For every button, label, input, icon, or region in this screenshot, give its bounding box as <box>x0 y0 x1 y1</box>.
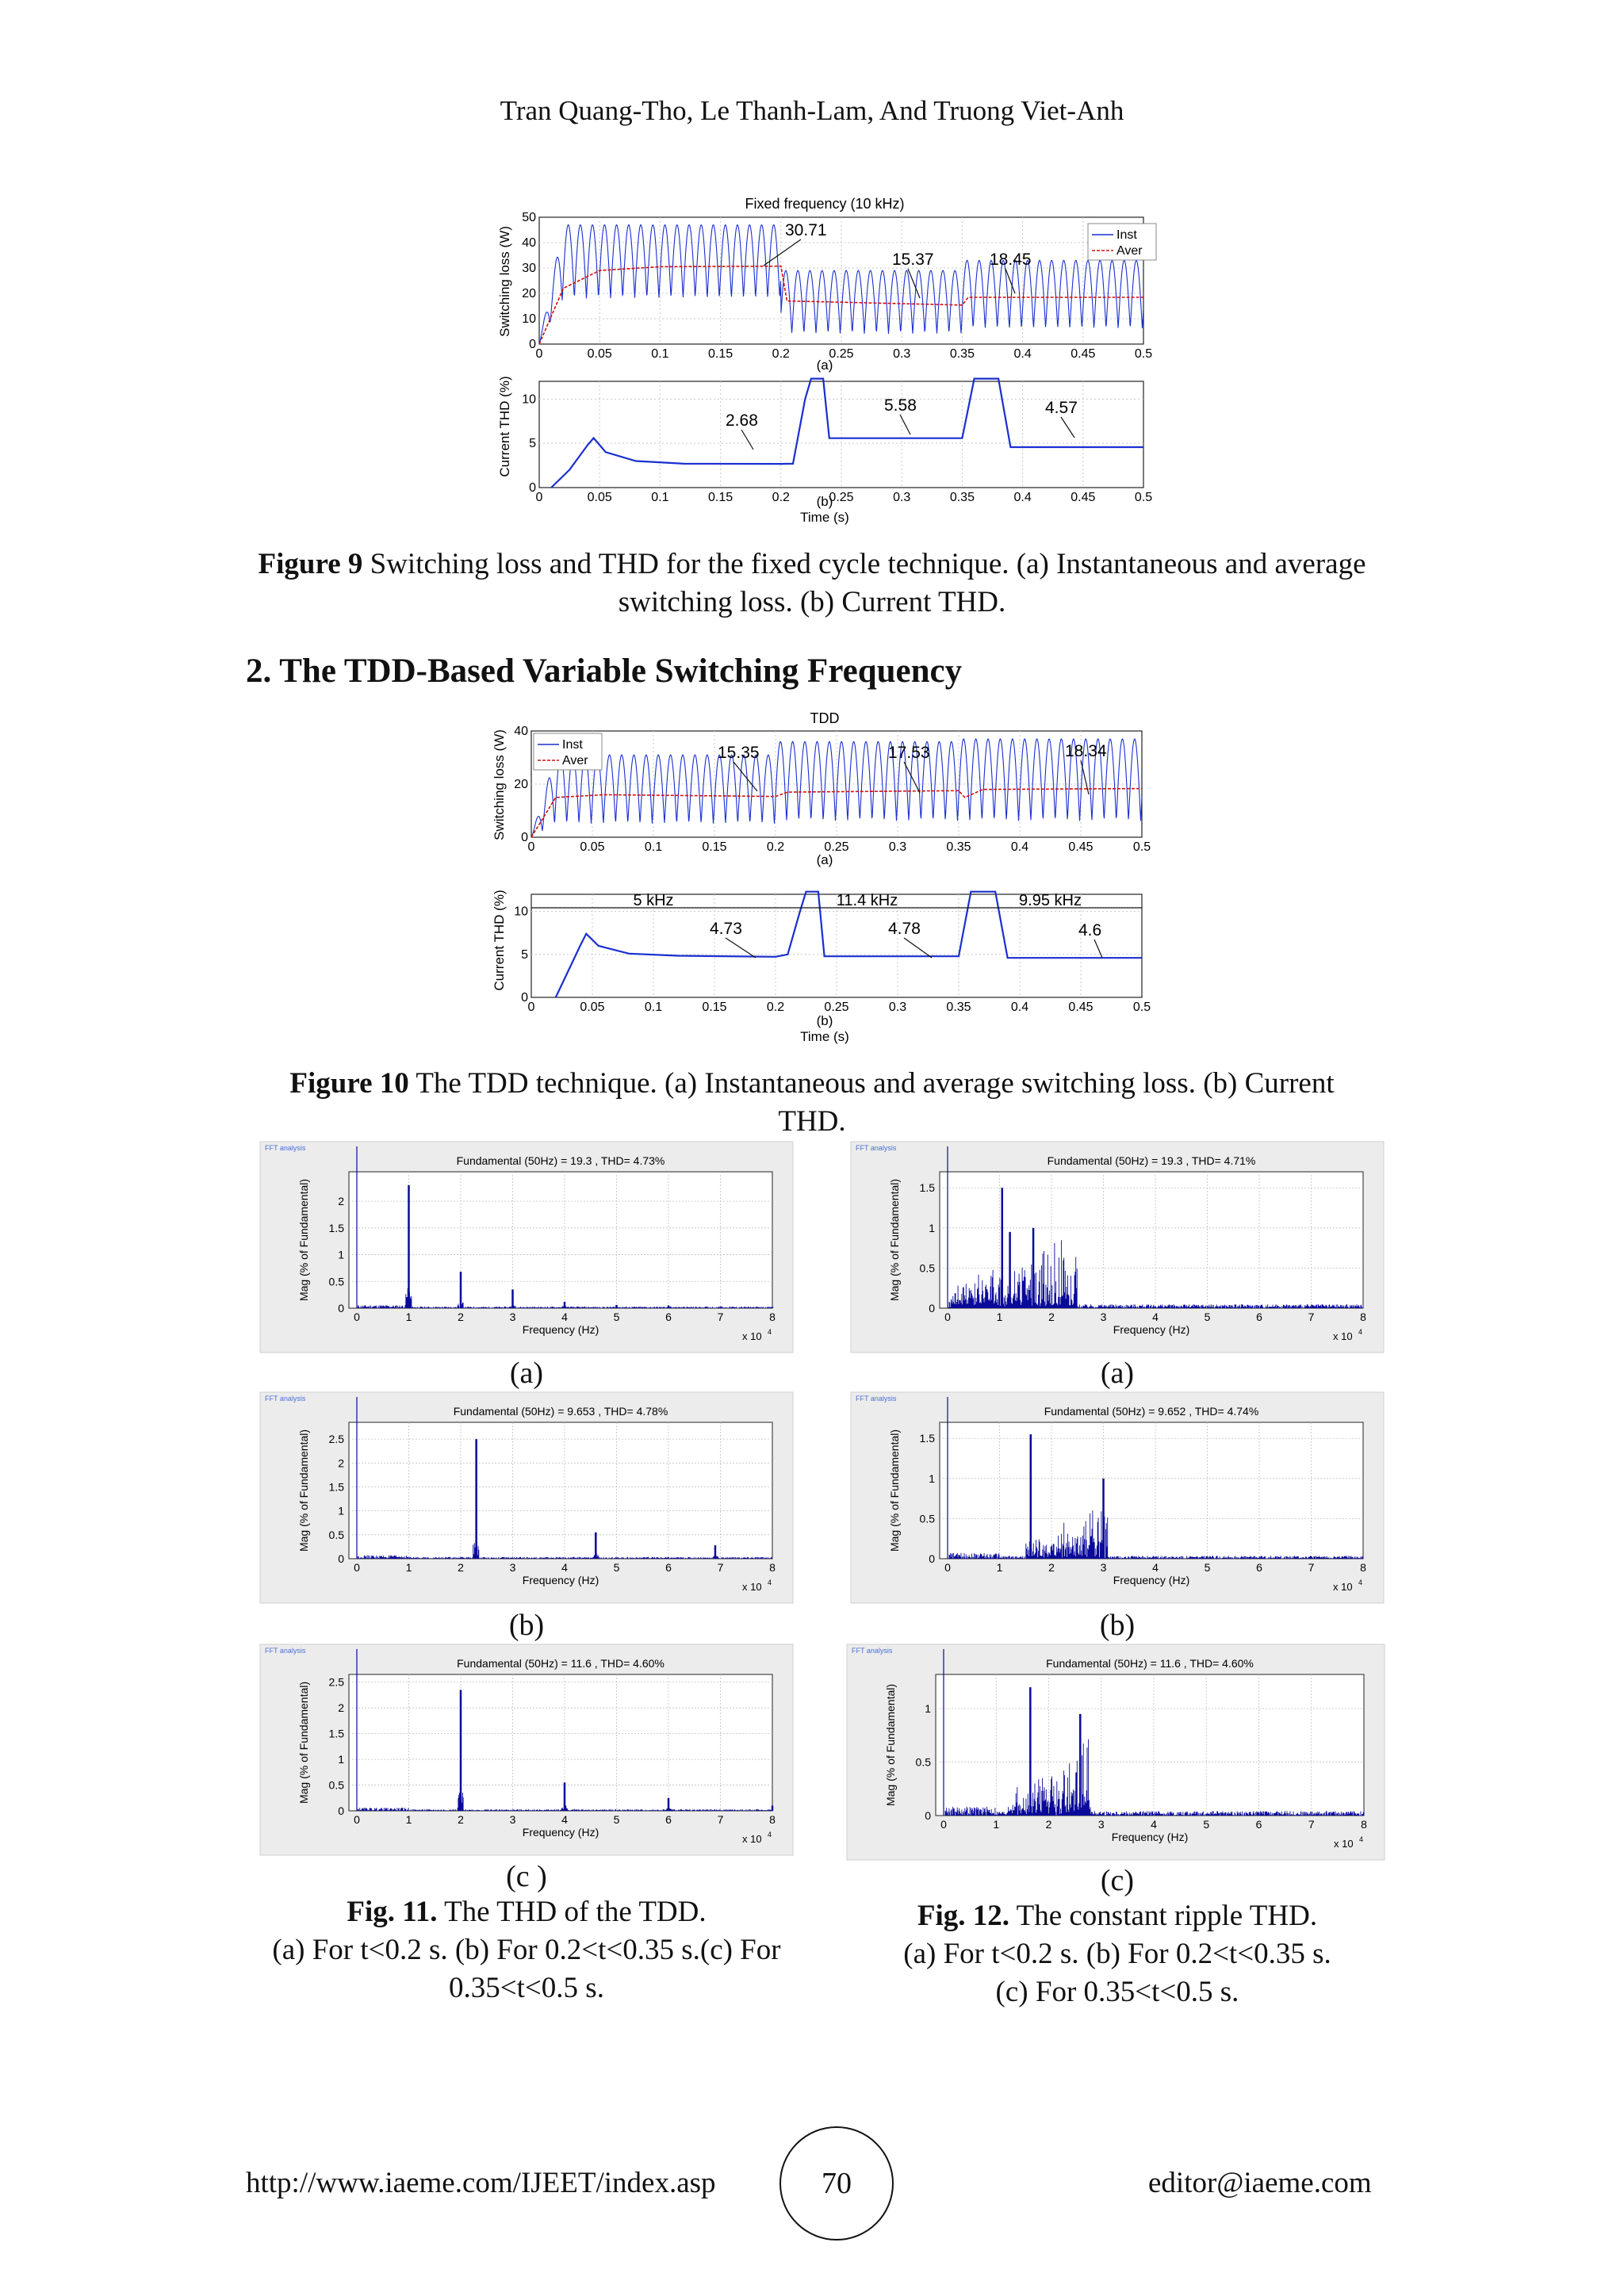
fft1-xexp: 4 <box>1358 1328 1363 1336</box>
fft4-xtick-label: 7 <box>717 1813 724 1826</box>
fig10b-xtick-label: 0.2 <box>766 1001 785 1014</box>
section-heading: 2. The TDD-Based Variable Switching Frequency <box>246 652 963 690</box>
fig10a-legend-inst: Inst <box>562 738 583 752</box>
fft2-xtick-label: 2 <box>458 1561 464 1574</box>
fig9b-ytick-label: 0 <box>529 481 536 495</box>
fig10-panel-b-label: (b) <box>816 1013 833 1028</box>
fig9a-ytick-label: 40 <box>522 236 536 250</box>
fig9a-ann-30-71: 30.71 <box>785 221 827 239</box>
fft5-tag: FFT analysis <box>852 1647 893 1655</box>
fft5-xtick-label: 6 <box>1255 1818 1262 1831</box>
fig11-c-label: (c ) <box>506 1860 547 1893</box>
fft2-ytick-label: 1 <box>338 1504 344 1517</box>
fft1-xmult: x 10 <box>1333 1330 1353 1342</box>
fig9b-xtick-label: 0.45 <box>1071 491 1096 504</box>
running-header: Tran Quang-Tho, Le Thanh-Lam, And Truong Viet-Anh <box>500 95 1124 126</box>
fig9b-xtick-label: 0.3 <box>893 491 911 504</box>
fft-panel-fig11-b <box>260 1392 793 1603</box>
figure-12-caption <box>851 1897 1384 2011</box>
fft5-xtick-label: 5 <box>1203 1818 1210 1831</box>
fft1-ytick-label: 0 <box>929 1302 935 1314</box>
fft4-ytick-label: 0 <box>338 1804 344 1817</box>
fig10a-xtick-label: 0.15 <box>702 840 727 854</box>
fig10b-xtick-label: 0.45 <box>1068 1001 1094 1014</box>
fig9b-xtick-label: 0.2 <box>772 491 790 504</box>
fft3-xexp: 4 <box>1358 1578 1363 1586</box>
fft1-xtick-label: 6 <box>1256 1311 1262 1323</box>
fft1-xtick-label: 2 <box>1048 1311 1055 1323</box>
fft3-ytick-label: 1 <box>929 1471 935 1485</box>
fft0-ytick-label: 0 <box>338 1302 344 1314</box>
fft4-ytick-label: 1.5 <box>328 1727 344 1740</box>
fft2-xtick-label: 0 <box>354 1561 360 1574</box>
fig10b-xtick-label: 0.5 <box>1132 1001 1151 1014</box>
fig10b-xtick-label: 0.35 <box>946 1001 971 1014</box>
fig9a-xtick-label: 0.3 <box>893 347 911 361</box>
fft0-xtick-label: 1 <box>405 1311 412 1323</box>
fig10b-xtick-label: 0.1 <box>644 1001 663 1014</box>
figure-9-chart <box>492 190 1153 531</box>
fft2-xtick-label: 4 <box>561 1561 568 1574</box>
fig9b-xtick-label: 0 <box>535 491 543 504</box>
fft3-xmult: x 10 <box>1333 1581 1353 1593</box>
fig10-caption-label: Figure 10 <box>289 1067 409 1100</box>
fig9b-ann-5-58: 5.58 <box>884 396 917 415</box>
fft2-xexp: 4 <box>768 1578 772 1586</box>
fft4-xmult: x 10 <box>742 1833 762 1845</box>
fft2-xlabel: Frequency (Hz) <box>522 1574 599 1586</box>
fig9a-xtick-label: 0.15 <box>708 347 733 361</box>
fig9a-ytick-label: 50 <box>522 211 536 224</box>
fft2-ylabel: Mag (% of Fundamental) <box>297 1429 310 1552</box>
fft2-xtick-label: 1 <box>405 1561 412 1574</box>
figure-10-chart <box>488 704 1151 1053</box>
fig9a-ytick-label: 20 <box>522 287 536 300</box>
fig9a-xtick-label: 0.4 <box>1013 347 1032 361</box>
fig9b-ann-2-68: 2.68 <box>726 411 758 430</box>
fft5-ytick-label: 0 <box>925 1809 931 1822</box>
fig9-panel-a <box>522 211 1156 361</box>
page-number: 70 <box>822 2167 852 2200</box>
fig10a-xtick-label: 0.45 <box>1068 840 1094 854</box>
fig9b-ytick-label: 5 <box>529 437 536 451</box>
fft5-xlabel: Frequency (Hz) <box>1111 1831 1189 1843</box>
fft5-xtick-label: 0 <box>940 1818 947 1831</box>
fig9b-xtick-label: 0.35 <box>949 491 975 504</box>
fig10a-xtick-label: 0.1 <box>644 840 663 854</box>
fft4-xtick-label: 8 <box>769 1813 776 1826</box>
fft2-xtick-label: 6 <box>665 1561 672 1574</box>
fig10a-xtick-label: 0.4 <box>1010 840 1029 854</box>
fig10a-xtick-label: 0.3 <box>888 840 907 854</box>
fft0-xtick-label: 8 <box>769 1311 776 1323</box>
fig10b-ytick-label: 5 <box>521 947 528 962</box>
fft1-ytick-label: 0.5 <box>919 1261 935 1275</box>
fft3-xtick-label: 8 <box>1360 1561 1366 1574</box>
fft4-plot-box <box>349 1674 772 1811</box>
fft0-xtick-label: 5 <box>613 1311 620 1323</box>
fig9a-ytick-label: 30 <box>522 262 536 275</box>
fig10a-ann-17-53: 17.53 <box>888 744 930 762</box>
fft1-xtick-label: 5 <box>1204 1311 1211 1323</box>
fig9a-ann-18-45: 18.45 <box>990 251 1032 269</box>
fig10a-legend-aver: Aver <box>562 754 588 767</box>
fig10b-ytick-label: 0 <box>521 991 528 1004</box>
fig9b-xtick-label: 0.4 <box>1013 491 1032 504</box>
fft-panel-fig11-c <box>260 1644 793 1855</box>
fig10a-ann-18-34: 18.34 <box>1065 742 1107 760</box>
fft1-xtick-label: 7 <box>1308 1311 1315 1323</box>
fft5-xtick-label: 2 <box>1045 1818 1052 1831</box>
fft4-xtick-label: 4 <box>561 1813 568 1826</box>
fft3-xtick-label: 2 <box>1048 1561 1055 1574</box>
fft4-xtick-label: 6 <box>665 1813 672 1826</box>
figure-9-caption <box>230 545 1394 622</box>
figure-11-caption <box>260 1893 793 2007</box>
fft3-xtick-label: 6 <box>1256 1561 1262 1574</box>
fig9-b-ylabel: Current THD (%) <box>497 376 512 477</box>
fft3-xlabel: Frequency (Hz) <box>1113 1574 1190 1586</box>
fig12-caption-label: Fig. 12. <box>917 1900 1010 1932</box>
fig9a-xtick-label: 0.45 <box>1071 347 1096 361</box>
fig9-panel-b <box>522 379 1152 504</box>
fig9b-xtick-label: 0.15 <box>708 491 733 504</box>
fft4-title: Fundamental (50Hz) = 11.6 , THD= 4.60% <box>457 1657 665 1670</box>
fft0-xlabel: Frequency (Hz) <box>522 1323 599 1336</box>
fig9a-legend-aver: Aver <box>1116 244 1143 258</box>
fft5-xtick-label: 1 <box>993 1818 1000 1831</box>
footer-email[interactable]: editor@iaeme.com <box>1148 2167 1372 2199</box>
fft3-xtick-label: 0 <box>944 1561 951 1574</box>
fft-panel-fig12-c <box>847 1644 1385 1860</box>
fig10-panel-b <box>514 892 1151 1014</box>
fft1-tag: FFT analysis <box>856 1144 897 1152</box>
fig9a-xtick-label: 0.5 <box>1134 347 1153 361</box>
fft3-ytick-label: 0 <box>929 1552 935 1565</box>
fig10a-ytick-label: 0 <box>521 831 528 844</box>
fig9a-xtick-label: 0 <box>535 347 543 361</box>
fft-panel-fig12-a <box>851 1142 1384 1353</box>
fft0-xtick-label: 6 <box>665 1311 672 1323</box>
fig12-b-label: (b) <box>1099 1609 1136 1642</box>
fft1-ytick-label: 1.5 <box>919 1181 935 1195</box>
fft1-xtick-label: 1 <box>996 1311 1003 1323</box>
fft4-ytick-label: 2 <box>338 1701 344 1715</box>
fft1-plot-box <box>940 1172 1363 1308</box>
fig12-caption-line3: (c) For 0.35<t<0.5 s. <box>995 1976 1239 2008</box>
fig10-b-ylabel: Current THD (%) <box>492 890 507 991</box>
fig12-caption-line2: (a) For t<0.2 s. (b) For 0.2<t<0.35 s. <box>903 1938 1331 1970</box>
fft1-xtick-label: 8 <box>1360 1311 1366 1323</box>
fft3-title: Fundamental (50Hz) = 9.652 , THD= 4.74% <box>1044 1405 1259 1418</box>
fft5-ytick-label: 0.5 <box>915 1755 931 1769</box>
fig11-b-label: (b) <box>508 1609 545 1642</box>
fft1-xtick-label: 3 <box>1100 1311 1107 1323</box>
fig9b-xtick-label: 0.25 <box>829 491 854 504</box>
fft2-ytick-label: 0.5 <box>328 1528 344 1541</box>
fig10b-xtick-label: 0.15 <box>702 1001 727 1014</box>
fig11-caption-line3: 0.35<t<0.5 s. <box>449 1972 604 2004</box>
fig10a-xtick-label: 0 <box>527 840 535 854</box>
fig10a-ytick-label: 20 <box>514 778 528 791</box>
fft5-ytick-label: 1 <box>925 1702 931 1716</box>
fft4-ytick-label: 2.5 <box>328 1675 344 1689</box>
fig9a-ytick-label: 0 <box>529 338 536 351</box>
fft5-xtick-label: 8 <box>1361 1818 1367 1831</box>
fft1-xtick-label: 0 <box>944 1311 951 1323</box>
footer-url[interactable]: http://www.iaeme.com/IJEET/index.asp <box>246 2167 716 2199</box>
fig12-c-label: (c) <box>1100 1864 1135 1897</box>
fig9b-xtick-label: 0.5 <box>1134 491 1153 504</box>
fft0-ylabel: Mag (% of Fundamental) <box>297 1178 310 1302</box>
fft0-xtick-label: 7 <box>717 1311 724 1323</box>
fft0-ytick-label: 1 <box>338 1248 344 1261</box>
fig10b-band-5khz: 5 kHz <box>633 892 674 909</box>
fft2-ytick-label: 2 <box>338 1456 344 1470</box>
fig11-caption-line2: (a) For t<0.2 s. (b) For 0.2<t<0.35 s.(c) For <box>272 1934 781 1966</box>
fig11-caption-label: Fig. 11. <box>347 1896 438 1928</box>
fig10b-xtick-label: 0.05 <box>580 1001 605 1014</box>
fft5-plot-box <box>936 1674 1364 1816</box>
fft-panel-fig11-a <box>260 1142 793 1353</box>
fig10b-band-9-95khz: 9.95 kHz <box>1019 892 1082 909</box>
fft5-xtick-label: 4 <box>1151 1818 1157 1831</box>
fft3-tag: FFT analysis <box>856 1395 897 1402</box>
fft0-xexp: 4 <box>768 1328 772 1336</box>
fft1-xlabel: Frequency (Hz) <box>1113 1323 1190 1336</box>
fig9b-xtick-label: 0.05 <box>587 491 612 504</box>
fft3-ytick-label: 0.5 <box>919 1512 935 1525</box>
figure-10-caption <box>270 1065 1354 1141</box>
fft4-xexp: 4 <box>768 1831 772 1839</box>
fft5-xexp: 4 <box>1359 1835 1364 1843</box>
fig9a-xtick-label: 0.05 <box>587 347 612 361</box>
fig10-panel-a-label: (a) <box>816 852 833 867</box>
fft-panel-fig12-b <box>851 1392 1384 1603</box>
fig9-panel-a-label: (a) <box>816 358 833 373</box>
fig9-a-ylabel: Switching loss (W) <box>497 226 512 337</box>
fft0-xtick-label: 3 <box>509 1311 516 1323</box>
fig12-a-label: (a) <box>1100 1357 1135 1390</box>
fft3-xtick-label: 1 <box>996 1561 1003 1574</box>
fft2-xtick-label: 7 <box>717 1561 724 1574</box>
fig10a-xtick-label: 0.5 <box>1132 840 1151 854</box>
fig9b-ytick-label: 10 <box>522 392 536 407</box>
fig9b-xtick-label: 0.1 <box>651 491 669 504</box>
fft1-ylabel: Mag (% of Fundamental) <box>888 1178 901 1302</box>
fig10a-ytick-label: 40 <box>514 725 528 738</box>
fft2-xmult: x 10 <box>742 1581 762 1593</box>
fig11-caption-title: The THD of the TDD. <box>437 1896 707 1928</box>
fft3-plot-box <box>940 1422 1363 1559</box>
fig10b-ann-4-73: 4.73 <box>710 920 742 938</box>
fft4-ytick-label: 0.5 <box>328 1778 344 1792</box>
fft2-ytick-label: 1.5 <box>328 1480 344 1494</box>
fig10-title: TDD <box>810 710 840 726</box>
fig9-xlabel: Time (s) <box>800 510 849 525</box>
fig10b-band-11-4khz: 11.4 kHz <box>836 892 898 909</box>
fft0-plot-box <box>349 1172 772 1308</box>
fft4-xtick-label: 5 <box>613 1813 620 1826</box>
fft2-ytick-label: 2.5 <box>328 1433 344 1446</box>
fig9-caption-text: Switching loss and THD for the fixed cycle technique. (a) Instantaneous and average switching loss. (b) Current THD. <box>362 548 1366 618</box>
fft3-xtick-label: 7 <box>1308 1561 1315 1574</box>
fig10b-xtick-label: 0.25 <box>824 1001 849 1014</box>
fig10b-ytick-label: 10 <box>514 905 528 919</box>
fft3-xtick-label: 5 <box>1204 1561 1211 1574</box>
fig9a-ytick-label: 10 <box>522 312 536 326</box>
fft2-tag: FFT analysis <box>265 1395 306 1402</box>
fig10b-xtick-label: 0.3 <box>888 1001 907 1014</box>
fig9a-xtick-label: 0.25 <box>829 347 854 361</box>
fft2-xtick-label: 5 <box>613 1561 620 1574</box>
fig10b-xtick-label: 0.4 <box>1010 1001 1029 1014</box>
fig10a-xtick-label: 0.25 <box>824 840 849 854</box>
fig9a-ann-15-37: 15.37 <box>892 251 934 269</box>
fft0-ytick-label: 2 <box>338 1195 344 1208</box>
fft1-title: Fundamental (50Hz) = 19.3 , THD= 4.71% <box>1047 1154 1256 1167</box>
fft4-ylabel: Mag (% of Fundamental) <box>297 1681 310 1804</box>
fft5-xmult: x 10 <box>1334 1838 1354 1850</box>
fft4-xtick-label: 2 <box>458 1813 464 1826</box>
fig9a-legend-inst: Inst <box>1116 228 1137 242</box>
fig10a-xtick-label: 0.2 <box>766 840 785 854</box>
fft0-xtick-label: 4 <box>561 1311 568 1323</box>
fig10a-xtick-label: 0.35 <box>946 840 971 854</box>
fft2-xtick-label: 3 <box>509 1561 516 1574</box>
fft4-xtick-label: 1 <box>405 1813 412 1826</box>
fft2-plot-box <box>349 1422 772 1559</box>
fft5-ylabel: Mag (% of Fundamental) <box>884 1683 897 1807</box>
fig10b-ann-4-78: 4.78 <box>888 920 921 938</box>
fft5-xtick-label: 7 <box>1308 1818 1315 1831</box>
fft4-xtick-label: 3 <box>509 1813 516 1826</box>
fft2-ytick-label: 0 <box>338 1552 344 1565</box>
fig10-a-ylabel: Switching loss (W) <box>492 729 507 840</box>
fig10a-xtick-label: 0.05 <box>580 840 605 854</box>
fft2-xtick-label: 8 <box>769 1561 776 1574</box>
fft4-xlabel: Frequency (Hz) <box>522 1826 599 1839</box>
fft1-ytick-label: 1 <box>929 1221 935 1234</box>
fft0-xtick-label: 0 <box>354 1311 360 1323</box>
fig10b-xtick-label: 0 <box>527 1001 535 1014</box>
fig12-caption-title: The constant ripple THD. <box>1009 1900 1318 1932</box>
fft2-title: Fundamental (50Hz) = 9.653 , THD= 4.78% <box>453 1405 668 1418</box>
fig9-caption-label: Figure 9 <box>258 548 363 580</box>
fft4-tag: FFT analysis <box>265 1647 306 1655</box>
fig10-panel-a <box>514 725 1151 854</box>
fig9a-xtick-label: 0.35 <box>949 347 975 361</box>
fig10a-ann-15-35: 15.35 <box>718 744 760 762</box>
fig10b-ann-4-6: 4.6 <box>1078 921 1102 939</box>
fft3-xtick-label: 4 <box>1152 1561 1159 1574</box>
fft3-ylabel: Mag (% of Fundamental) <box>888 1429 901 1552</box>
fft5-xtick-label: 3 <box>1097 1818 1105 1831</box>
fig10-caption-text: The TDD technique. (a) Instantaneous and average switching loss. (b) Current THD. <box>408 1067 1335 1138</box>
fig9a-xtick-label: 0.2 <box>772 347 790 361</box>
fig9-title: Fixed frequency (10 kHz) <box>745 196 905 212</box>
fft0-title: Fundamental (50Hz) = 19.3 , THD= 4.73% <box>456 1154 665 1167</box>
fft4-ytick-label: 1 <box>338 1753 344 1766</box>
fft0-xtick-label: 2 <box>458 1311 464 1323</box>
fft0-ytick-label: 0.5 <box>328 1275 344 1288</box>
fig9a-xtick-label: 0.1 <box>651 347 669 361</box>
fig9-panel-b-label: (b) <box>816 494 833 509</box>
fft3-xtick-label: 3 <box>1100 1561 1107 1574</box>
fft0-xmult: x 10 <box>742 1330 762 1342</box>
fig9b-ann-4-57: 4.57 <box>1045 399 1078 417</box>
fft1-xtick-label: 4 <box>1152 1311 1159 1323</box>
fft5-title: Fundamental (50Hz) = 11.6 , THD= 4.60% <box>1046 1657 1254 1670</box>
fig11-a-label: (a) <box>509 1357 544 1390</box>
fig10-xlabel: Time (s) <box>800 1029 849 1044</box>
fft3-ytick-label: 1.5 <box>919 1432 935 1445</box>
fft4-xtick-label: 0 <box>354 1813 360 1826</box>
fft0-tag: FFT analysis <box>265 1144 306 1152</box>
fft0-ytick-label: 1.5 <box>328 1221 344 1234</box>
